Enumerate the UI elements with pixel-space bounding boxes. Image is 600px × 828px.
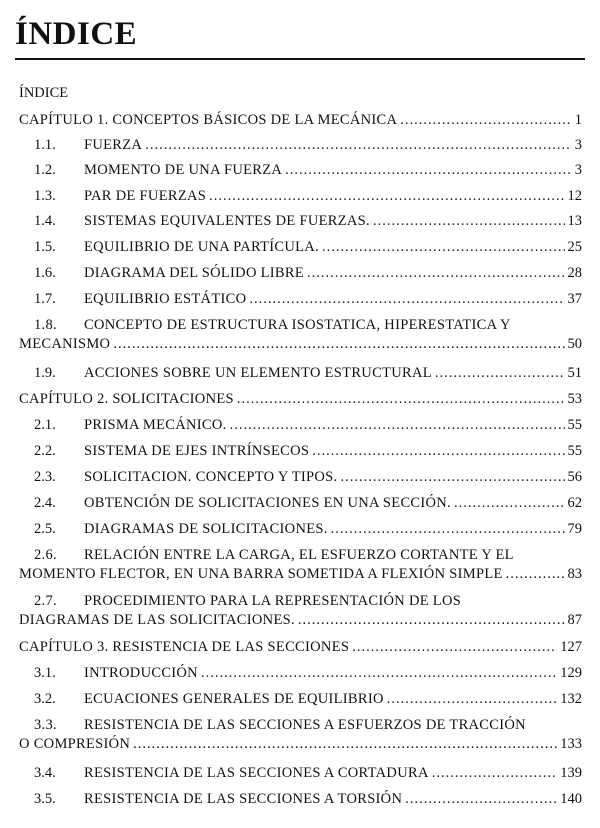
section-number: 1.9.: [34, 365, 56, 381]
page-number: 55: [567, 443, 582, 459]
entry-title: PRISMA MECÁNICO.: [84, 417, 227, 433]
page-number: 51: [567, 365, 582, 381]
section-number: 1.5.: [34, 239, 56, 255]
dot-leader: [209, 187, 564, 205]
section-number: 3.1.: [34, 665, 56, 681]
entry-title-continued: MECANISMO: [19, 336, 111, 352]
toc-section-entry[interactable]: [34, 520, 582, 538]
section-number: 2.7.: [34, 593, 57, 609]
dot-leader: [298, 611, 565, 629]
section-number: 2.5.: [34, 521, 56, 537]
dot-leader: [237, 390, 565, 408]
entry-title: CAPÍTULO 3. RESISTENCIA DE LAS SECCIONES: [19, 639, 350, 655]
section-number: 3.3.: [34, 717, 57, 733]
entry-title: PAR DE FUERZAS: [84, 188, 207, 204]
page-number: 3: [574, 137, 582, 153]
page-number: 133: [560, 736, 582, 752]
toc-subheading: ÍNDICE: [19, 85, 69, 101]
toc-section-entry[interactable]: [34, 290, 582, 308]
dot-leader: [322, 238, 565, 256]
toc-chapter-entry[interactable]: [19, 390, 582, 408]
toc-section-entry[interactable]: [34, 442, 582, 460]
entry-second-line: [19, 335, 582, 353]
toc-section-entry[interactable]: [34, 238, 582, 256]
dot-leader: [331, 520, 565, 538]
dot-leader: [435, 364, 565, 382]
dot-leader: [133, 735, 557, 753]
entry-title: EQUILIBRIO DE UNA PARTÍCULA.: [84, 239, 319, 255]
section-number: 3.5.: [34, 791, 56, 807]
dot-leader: [340, 468, 564, 486]
page-number: 53: [567, 391, 582, 407]
entry-first-line: [34, 316, 511, 334]
section-number: 2.4.: [34, 495, 56, 511]
toc-section-entry[interactable]: [34, 212, 582, 230]
entry-title: OBTENCIÓN DE SOLICITACIONES EN UNA SECCIÓN.: [84, 495, 451, 511]
dot-leader: [312, 442, 564, 460]
toc-section-entry[interactable]: [34, 136, 582, 154]
entry-second-line: [19, 735, 582, 753]
section-number: 3.4.: [34, 765, 56, 781]
dot-leader: [387, 690, 557, 708]
entry-first-line: [34, 546, 514, 564]
entry-title: ECUACIONES GENERALES DE EQUILIBRIO: [84, 691, 384, 707]
entry-title-continued: O COMPRESIÓN: [19, 736, 131, 752]
toc-section-entry[interactable]: [34, 364, 582, 382]
dot-leader: [432, 764, 558, 782]
entry-title: SISTEMAS EQUIVALENTES DE FUERZAS.: [84, 213, 370, 229]
entry-second-line: [19, 565, 582, 583]
entry-title: RELACIÓN ENTRE LA CARGA, EL ESFUERZO CORTANTE Y EL: [84, 547, 514, 563]
page-number: 37: [567, 291, 582, 307]
page-number: 79: [567, 521, 582, 537]
toc-section-entry[interactable]: [34, 690, 582, 708]
page-number: 1: [574, 112, 582, 128]
entry-title: FUERZA: [84, 137, 143, 153]
section-number: 1.3.: [34, 188, 56, 204]
section-number: 1.4.: [34, 213, 56, 229]
page-number: 83: [567, 566, 582, 582]
section-number: 1.1.: [34, 137, 56, 153]
toc-section-entry[interactable]: [34, 161, 582, 179]
section-number: 2.2.: [34, 443, 56, 459]
heading-rule: [15, 58, 585, 60]
page-number: 56: [567, 469, 582, 485]
section-number: 1.2.: [34, 162, 56, 178]
toc-chapter-entry[interactable]: [19, 638, 582, 656]
dot-leader: [285, 161, 572, 179]
dot-leader: [454, 494, 565, 512]
toc-section-entry[interactable]: [34, 764, 582, 782]
dot-leader: [405, 790, 557, 808]
entry-first-line: [34, 716, 526, 734]
entry-first-line: [34, 592, 461, 610]
toc-chapter-entry[interactable]: [19, 111, 582, 129]
dot-leader: [249, 290, 564, 308]
entry-title-continued: MOMENTO FLECTOR, EN UNA BARRA SOMETIDA A FLEXIÓN SIMPLE: [19, 566, 503, 582]
page-number: 55: [567, 417, 582, 433]
entry-title: SISTEMA DE EJES INTRÍNSECOS: [84, 443, 310, 459]
entry-title: EQUILIBRIO ESTÁTICO: [84, 291, 247, 307]
toc-section-entry[interactable]: [34, 790, 582, 808]
toc-section-entry[interactable]: [34, 416, 582, 434]
toc-section-entry[interactable]: [34, 494, 582, 512]
entry-title: MOMENTO DE UNA FUERZA: [84, 162, 283, 178]
section-number: 1.7.: [34, 291, 56, 307]
entry-title: RESISTENCIA DE LAS SECCIONES A ESFUERZOS DE TRACCIÓN: [84, 717, 526, 733]
entry-title: CAPÍTULO 1. CONCEPTOS BÁSICOS DE LA MECÁNICA: [19, 112, 398, 128]
section-number: 1.6.: [34, 265, 56, 281]
page-number: 25: [567, 239, 582, 255]
entry-title: SOLICITACION. CONCEPTO Y TIPOS.: [84, 469, 338, 485]
toc-section-entry[interactable]: [34, 187, 582, 205]
section-number: 2.1.: [34, 417, 56, 433]
page-number: 139: [560, 765, 582, 781]
dot-leader: [113, 335, 564, 353]
section-number: 2.6.: [34, 547, 57, 563]
section-number: 2.3.: [34, 469, 56, 485]
entry-title-continued: DIAGRAMAS DE LAS SOLICITACIONES.: [19, 612, 295, 628]
entry-title: RESISTENCIA DE LAS SECCIONES A TORSIÓN: [84, 791, 403, 807]
page-number: 50: [567, 336, 582, 352]
entry-title: DIAGRAMAS DE SOLICITACIONES.: [84, 521, 328, 537]
dot-leader: [373, 212, 565, 230]
page-number: 132: [560, 691, 582, 707]
section-number: 1.8.: [34, 317, 57, 333]
dot-leader: [506, 565, 565, 583]
page-number: 28: [567, 265, 582, 281]
page-heading: ÍNDICE: [15, 16, 138, 52]
page-number: 62: [567, 495, 582, 511]
dot-leader: [307, 264, 564, 282]
toc-section-entry[interactable]: [34, 468, 582, 486]
entry-title: ACCIONES SOBRE UN ELEMENTO ESTRUCTURAL: [84, 365, 432, 381]
entry-title: PROCEDIMIENTO PARA LA REPRESENTACIÓN DE LOS: [84, 593, 462, 609]
dot-leader: [352, 638, 557, 656]
entry-title: INTRODUCCIÓN: [84, 665, 198, 681]
page-number: 129: [560, 665, 582, 681]
dot-leader: [145, 136, 572, 154]
page-number: 12: [567, 188, 582, 204]
dot-leader: [201, 664, 557, 682]
page-number: 13: [567, 213, 582, 229]
entry-second-line: [19, 611, 582, 629]
entry-title: CAPÍTULO 2. SOLICITACIONES: [19, 391, 234, 407]
page-number: 3: [574, 162, 582, 178]
toc-section-entry[interactable]: [34, 664, 582, 682]
dot-leader: [400, 111, 571, 129]
page-number: 140: [560, 791, 582, 807]
toc-section-entry[interactable]: [34, 264, 582, 282]
section-number: 3.2.: [34, 691, 56, 707]
dot-leader: [230, 416, 565, 434]
entry-title: RESISTENCIA DE LAS SECCIONES A CORTADURA: [84, 765, 429, 781]
entry-title: DIAGRAMA DEL SÓLIDO LIBRE: [84, 265, 305, 281]
page-number: 127: [560, 639, 582, 655]
entry-title: CONCEPTO DE ESTRUCTURA ISOSTATICA, HIPERESTATICA Y: [84, 317, 511, 333]
page-number: 87: [567, 612, 582, 628]
